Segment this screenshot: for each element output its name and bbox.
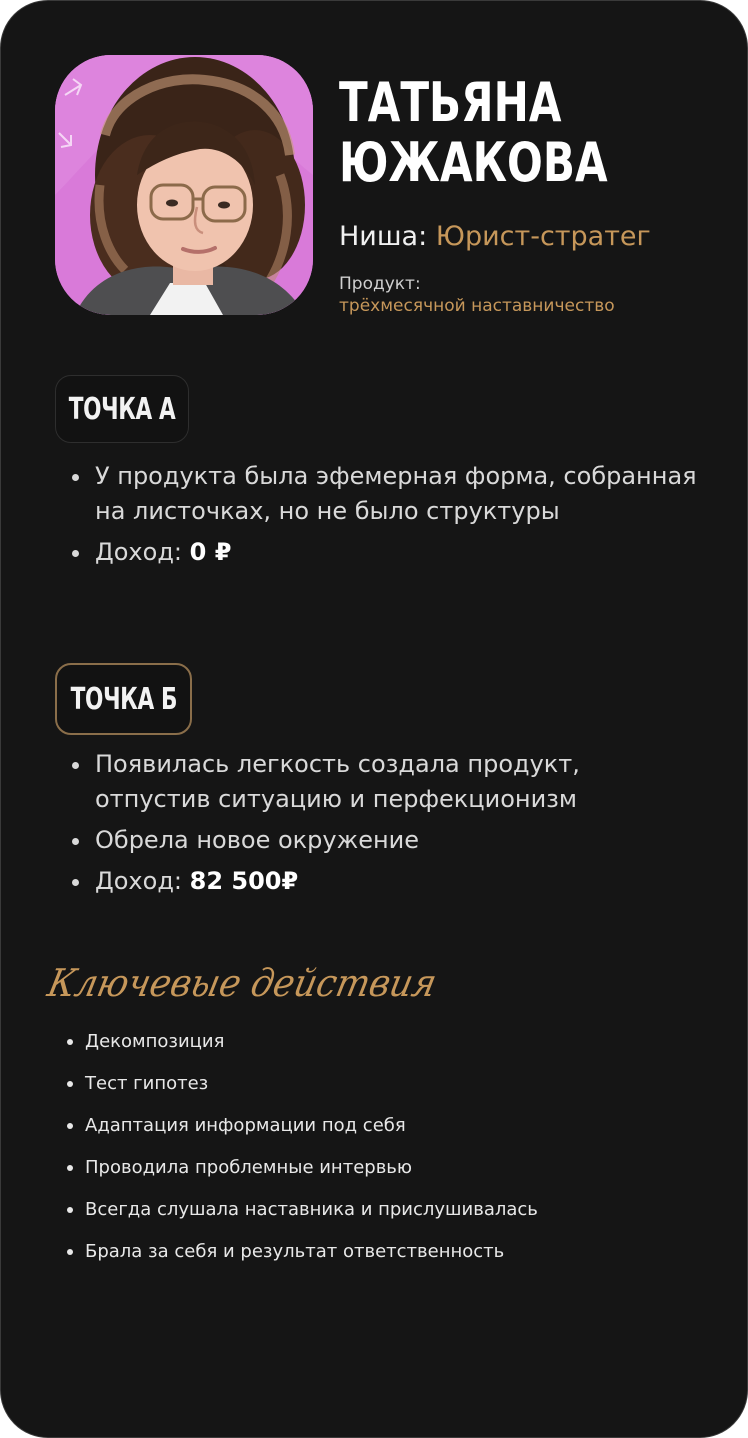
point-b-list <box>57 747 697 899</box>
niche-label: Ниша: <box>339 221 428 252</box>
product-value: трёхмесячной наставничество <box>339 296 615 316</box>
point-a-title: ТОЧКА А <box>68 391 176 427</box>
name-first: ТАТЬЯНА <box>339 71 562 134</box>
list-item: У продукта была эфемерная форма, собранная на листочках, но не было структуры <box>57 459 697 529</box>
list-item-income <box>57 535 697 570</box>
list-item: Проводила проблемные интервью <box>57 1151 717 1185</box>
list-item: Тест гипотез <box>57 1067 717 1101</box>
point-a-list <box>57 459 697 570</box>
niche-value: Юрист-стратег <box>435 221 651 252</box>
income-value: 0 ₽ <box>189 538 232 566</box>
key-actions-list <box>57 1025 717 1277</box>
product-label: Продукт: <box>339 274 421 294</box>
list-item: Адаптация информации под себя <box>57 1109 717 1143</box>
niche-row <box>339 219 651 255</box>
income-value: 82 500₽ <box>189 867 299 895</box>
list-item: Появилась легкость создала продукт, отпустив ситуацию и перфекционизм <box>57 747 697 817</box>
name-last: ЮЖАКОВА <box>339 131 608 194</box>
list-item: Всегда слушала наставника и прислушивалась <box>57 1193 717 1227</box>
list-item: Брала за себя и результат ответственность <box>57 1235 717 1269</box>
key-actions-title: Ключевые действия <box>43 961 441 1005</box>
income-label: Доход: <box>95 538 190 566</box>
point-b-title: ТОЧКА Б <box>70 681 177 717</box>
list-item: Обрела новое окружение <box>57 823 697 858</box>
point-a-badge <box>55 375 189 443</box>
person-name <box>339 73 608 193</box>
list-item-income <box>57 864 697 899</box>
point-b-badge <box>55 663 192 735</box>
portrait-illustration <box>55 55 313 315</box>
list-item: Декомпозиция <box>57 1025 717 1059</box>
profile-photo <box>55 55 313 315</box>
income-label: Доход: <box>95 867 190 895</box>
